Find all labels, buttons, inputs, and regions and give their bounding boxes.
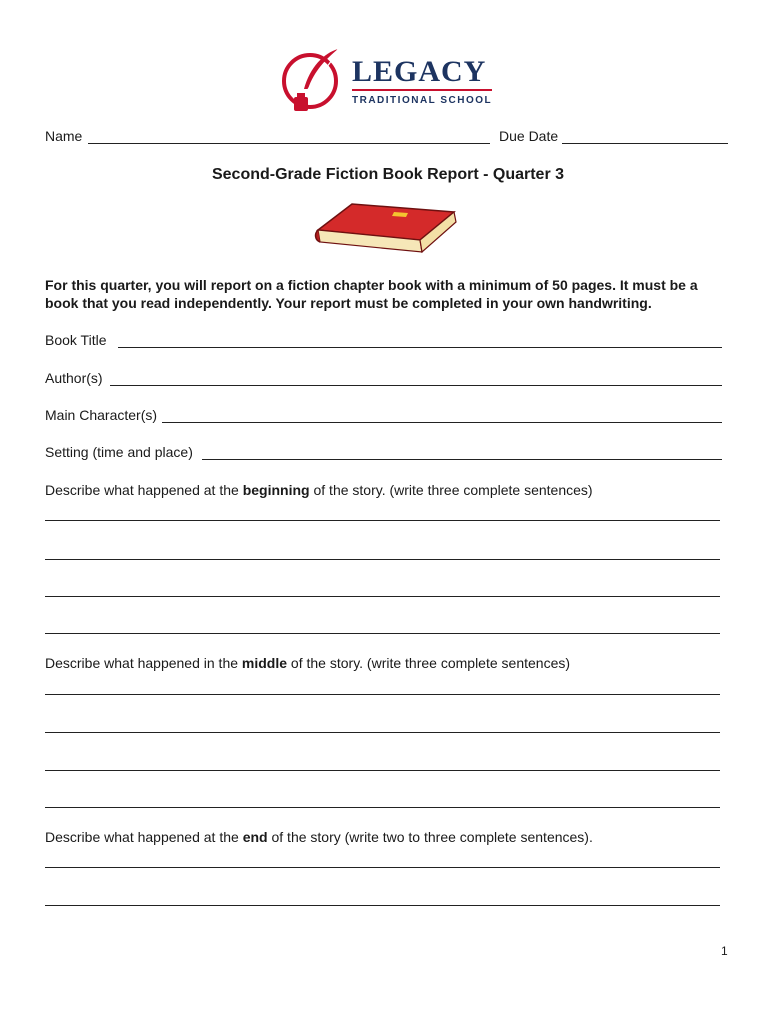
middle-prompt [45, 655, 570, 671]
middle-prompt-bold: middle [241, 655, 288, 671]
end-prompt-bold: end [242, 829, 268, 845]
setting-label: Setting (time and place) [45, 444, 193, 460]
end-prompt-after: of the story (write two to three complete sentences). [267, 829, 593, 845]
middle-answer-line[interactable] [45, 694, 720, 695]
logo-wordmark: LEGACY [352, 55, 487, 88]
main-characters-label: Main Character(s) [45, 407, 158, 423]
end-answer-line[interactable] [45, 905, 720, 906]
red-book-icon [312, 200, 458, 258]
middle-prompt-after: of the story. (write three complete sentences) [287, 655, 571, 671]
logo-rule [352, 89, 492, 91]
beginning-answer-line[interactable] [45, 596, 720, 597]
middle-answer-line[interactable] [45, 770, 720, 771]
beginning-prompt-after: of the story. (write three complete sentences) [309, 482, 593, 498]
beginning-answer-line[interactable] [45, 633, 720, 634]
beginning-prompt-before: Describe what happened at the [45, 482, 243, 498]
authors-field[interactable] [110, 385, 722, 386]
quill-emblem-icon [280, 45, 346, 115]
beginning-prompt [45, 482, 593, 498]
end-prompt-before: Describe what happened at the [45, 829, 243, 845]
book-title-label: Book Title [45, 332, 107, 348]
page-number: 1 [721, 944, 728, 958]
end-prompt [45, 829, 593, 845]
beginning-answer-line[interactable] [45, 559, 720, 560]
book-title-field[interactable] [118, 347, 722, 348]
beginning-prompt-bold: beginning [242, 482, 310, 498]
beginning-answer-line[interactable] [45, 520, 720, 521]
logo-subtitle: TRADITIONAL SCHOOL [352, 95, 493, 106]
page-title: Second-Grade Fiction Book Report - Quarter 3 [211, 166, 565, 183]
setting-field[interactable] [202, 459, 722, 460]
middle-answer-line[interactable] [45, 732, 720, 733]
due-date-label: Due Date [499, 128, 559, 144]
instructions-paragraph: For this quarter, you will report on a fiction chapter book with a minimum of 50 pages. It must be a book that you read independently. Your report must be completed in your own handwriting. [45, 277, 698, 311]
due-date-field[interactable] [562, 143, 728, 144]
authors-label: Author(s) [45, 370, 103, 386]
middle-prompt-before: Describe what happened in the [45, 655, 242, 671]
school-logo [280, 45, 495, 115]
name-label: Name [45, 128, 83, 144]
name-field[interactable] [88, 143, 490, 144]
main-characters-field[interactable] [162, 422, 722, 423]
end-answer-line[interactable] [45, 867, 720, 868]
middle-answer-line[interactable] [45, 807, 720, 808]
